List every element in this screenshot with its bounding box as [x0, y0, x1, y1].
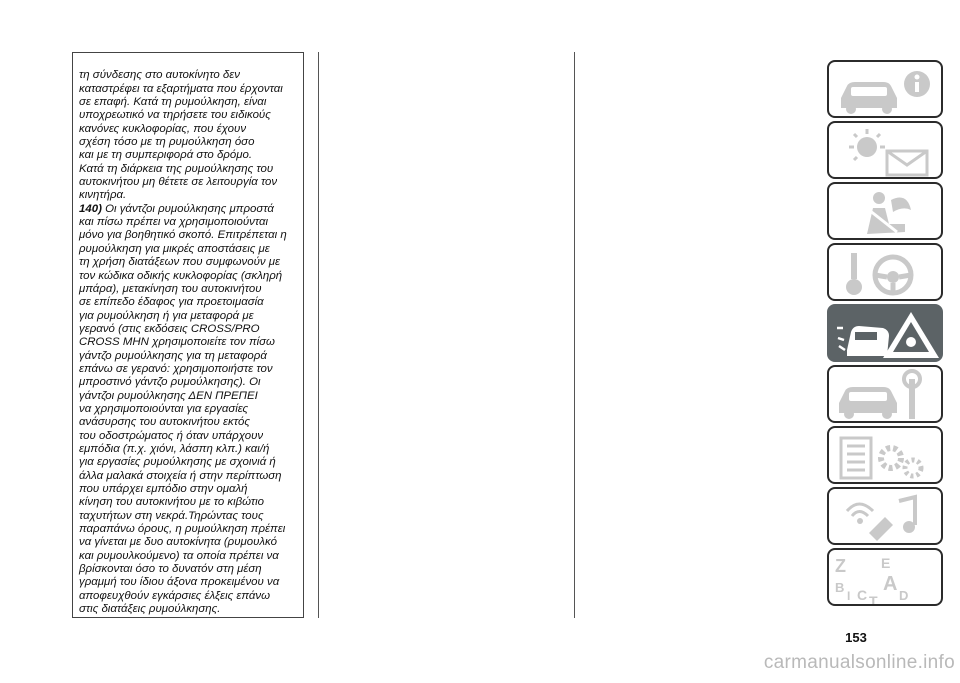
column-divider-right: [574, 52, 575, 618]
index-letter-c: C: [857, 587, 868, 603]
emergency-warning-triangle-icon: [829, 306, 943, 362]
tab-in-an-emergency[interactable]: [827, 304, 943, 362]
warning-note: [79, 203, 297, 617]
body-text: [79, 56, 297, 203]
lights-envelope-icon: [829, 123, 943, 179]
index-letter-b: B: [835, 580, 845, 595]
seat-airbag-icon: [829, 184, 943, 240]
tab-car-info[interactable]: [827, 60, 943, 118]
specifications-gears-icon: [829, 428, 943, 484]
index-letter-i: I: [847, 589, 851, 603]
index-letter-a: A: [883, 573, 898, 595]
note-text: Οι γάντζοι ρυμούλκησης μπροστά και πίσω πρέπει να χρησιμοποιούνται μόνο για βοηθητικό σκοπό. Επιτρέπεται η ρυμούλκηση για μικρές αποστάσεις με τη χρήση διατάξεων που συμφωνούν με τον κώδικα οδικής κυκλοφορίας (σκληρή μπάρα), μετακίνηση του αυτοκινήτου σε επίπεδο έδαφος για προετοιμασία για ρυμούλκηση ή για μεταφορά με γερανό (στις εκδόσεις CROSS/PRO CROSS ΜΗΝ χρησιμοποιείτε τον πίσω γάντζο ρυμούλκησης για τη μεταφορά επάνω σε γερανό: χρησιμοποιήστε τον μπροστινό γάντζο ρυμούλκησης). Οι γάντζοι ρυμούλκησης ΔΕΝ ΠΡΕΠΕΙ να χρησιμοποιούνται για εργασίες ανάσυρσης του αυτοκινήτου εκτός του οδοστρώματος ή όταν υπάρχουν εμπόδια (π.χ. χιόνι, λάσπη κλπ.) και/ή για εργασίες ρυμούλκησης με σχοινιά ή άλλα μαλακά στοιχεία ή στην περίπτωση που υπάρχει εμπόδιο στην ομαλή κίνηση του αυτοκινήτου με το κιβώτιο ταχυτήτων στη νεκρά.Τηρώντας τους παραπάνω όρους, η ρυμούλκηση πρέπει να γίνεται με δυο αυτοκίνητα (ρυμουλκό και ρυμουλκούμενο) τα οποία πρέπει να βρίσκονται όσο το δυνατόν στη μέση γραμμή του ίδιου άξονα προκειμένου να αποφευχθούν εγκάρσιες έλξεις επάνω στις διατάξεις ρυμούλκησης.: [79, 202, 287, 616]
alphabetical-index-icon: [829, 550, 943, 606]
multimedia-icon: [829, 489, 943, 545]
car-wrench-icon: [829, 367, 943, 423]
index-letter-d: D: [899, 588, 909, 603]
tab-index[interactable]: [827, 548, 943, 606]
tab-starting-driving[interactable]: [827, 243, 943, 301]
index-letter-z: Z: [835, 556, 846, 576]
tab-multimedia[interactable]: [827, 487, 943, 545]
tab-servicing-care[interactable]: [827, 365, 943, 423]
tab-lights-messages[interactable]: [827, 121, 943, 179]
key-steering-wheel-icon: [829, 245, 943, 301]
tab-technical-specifications[interactable]: [827, 426, 943, 484]
page-number: 153: [845, 630, 867, 645]
index-letter-e: E: [881, 555, 891, 571]
note-number: 140): [79, 202, 102, 215]
column-divider-left: [318, 52, 319, 618]
car-info-icon: [829, 62, 943, 118]
towing-intro-text: τη σύνδεσης στο αυτοκίνητο δεν καταστρέφει τα εξαρτήματα που έρχονται σε επαφή. Κατά τη ρυμούλκηση, είναι υποχρεωτικό να τηρήσετε του ειδικούς κανόνες κυκλοφορίας, που έχουν σχέση τόσο με τη ρυμούλκηση όσο και με τη συμπεριφορά στο δρόμο. Κατά τη διάρκεια της ρυμούλκησης του αυτοκινήτου μη θέτετε σε λειτουργία τον κινητήρα.: [79, 69, 283, 202]
manual-text-column: [72, 52, 304, 618]
tab-safety[interactable]: [827, 182, 943, 240]
watermark: carmanualsonline.info: [763, 652, 955, 673]
index-letter-t: T: [869, 593, 878, 608]
